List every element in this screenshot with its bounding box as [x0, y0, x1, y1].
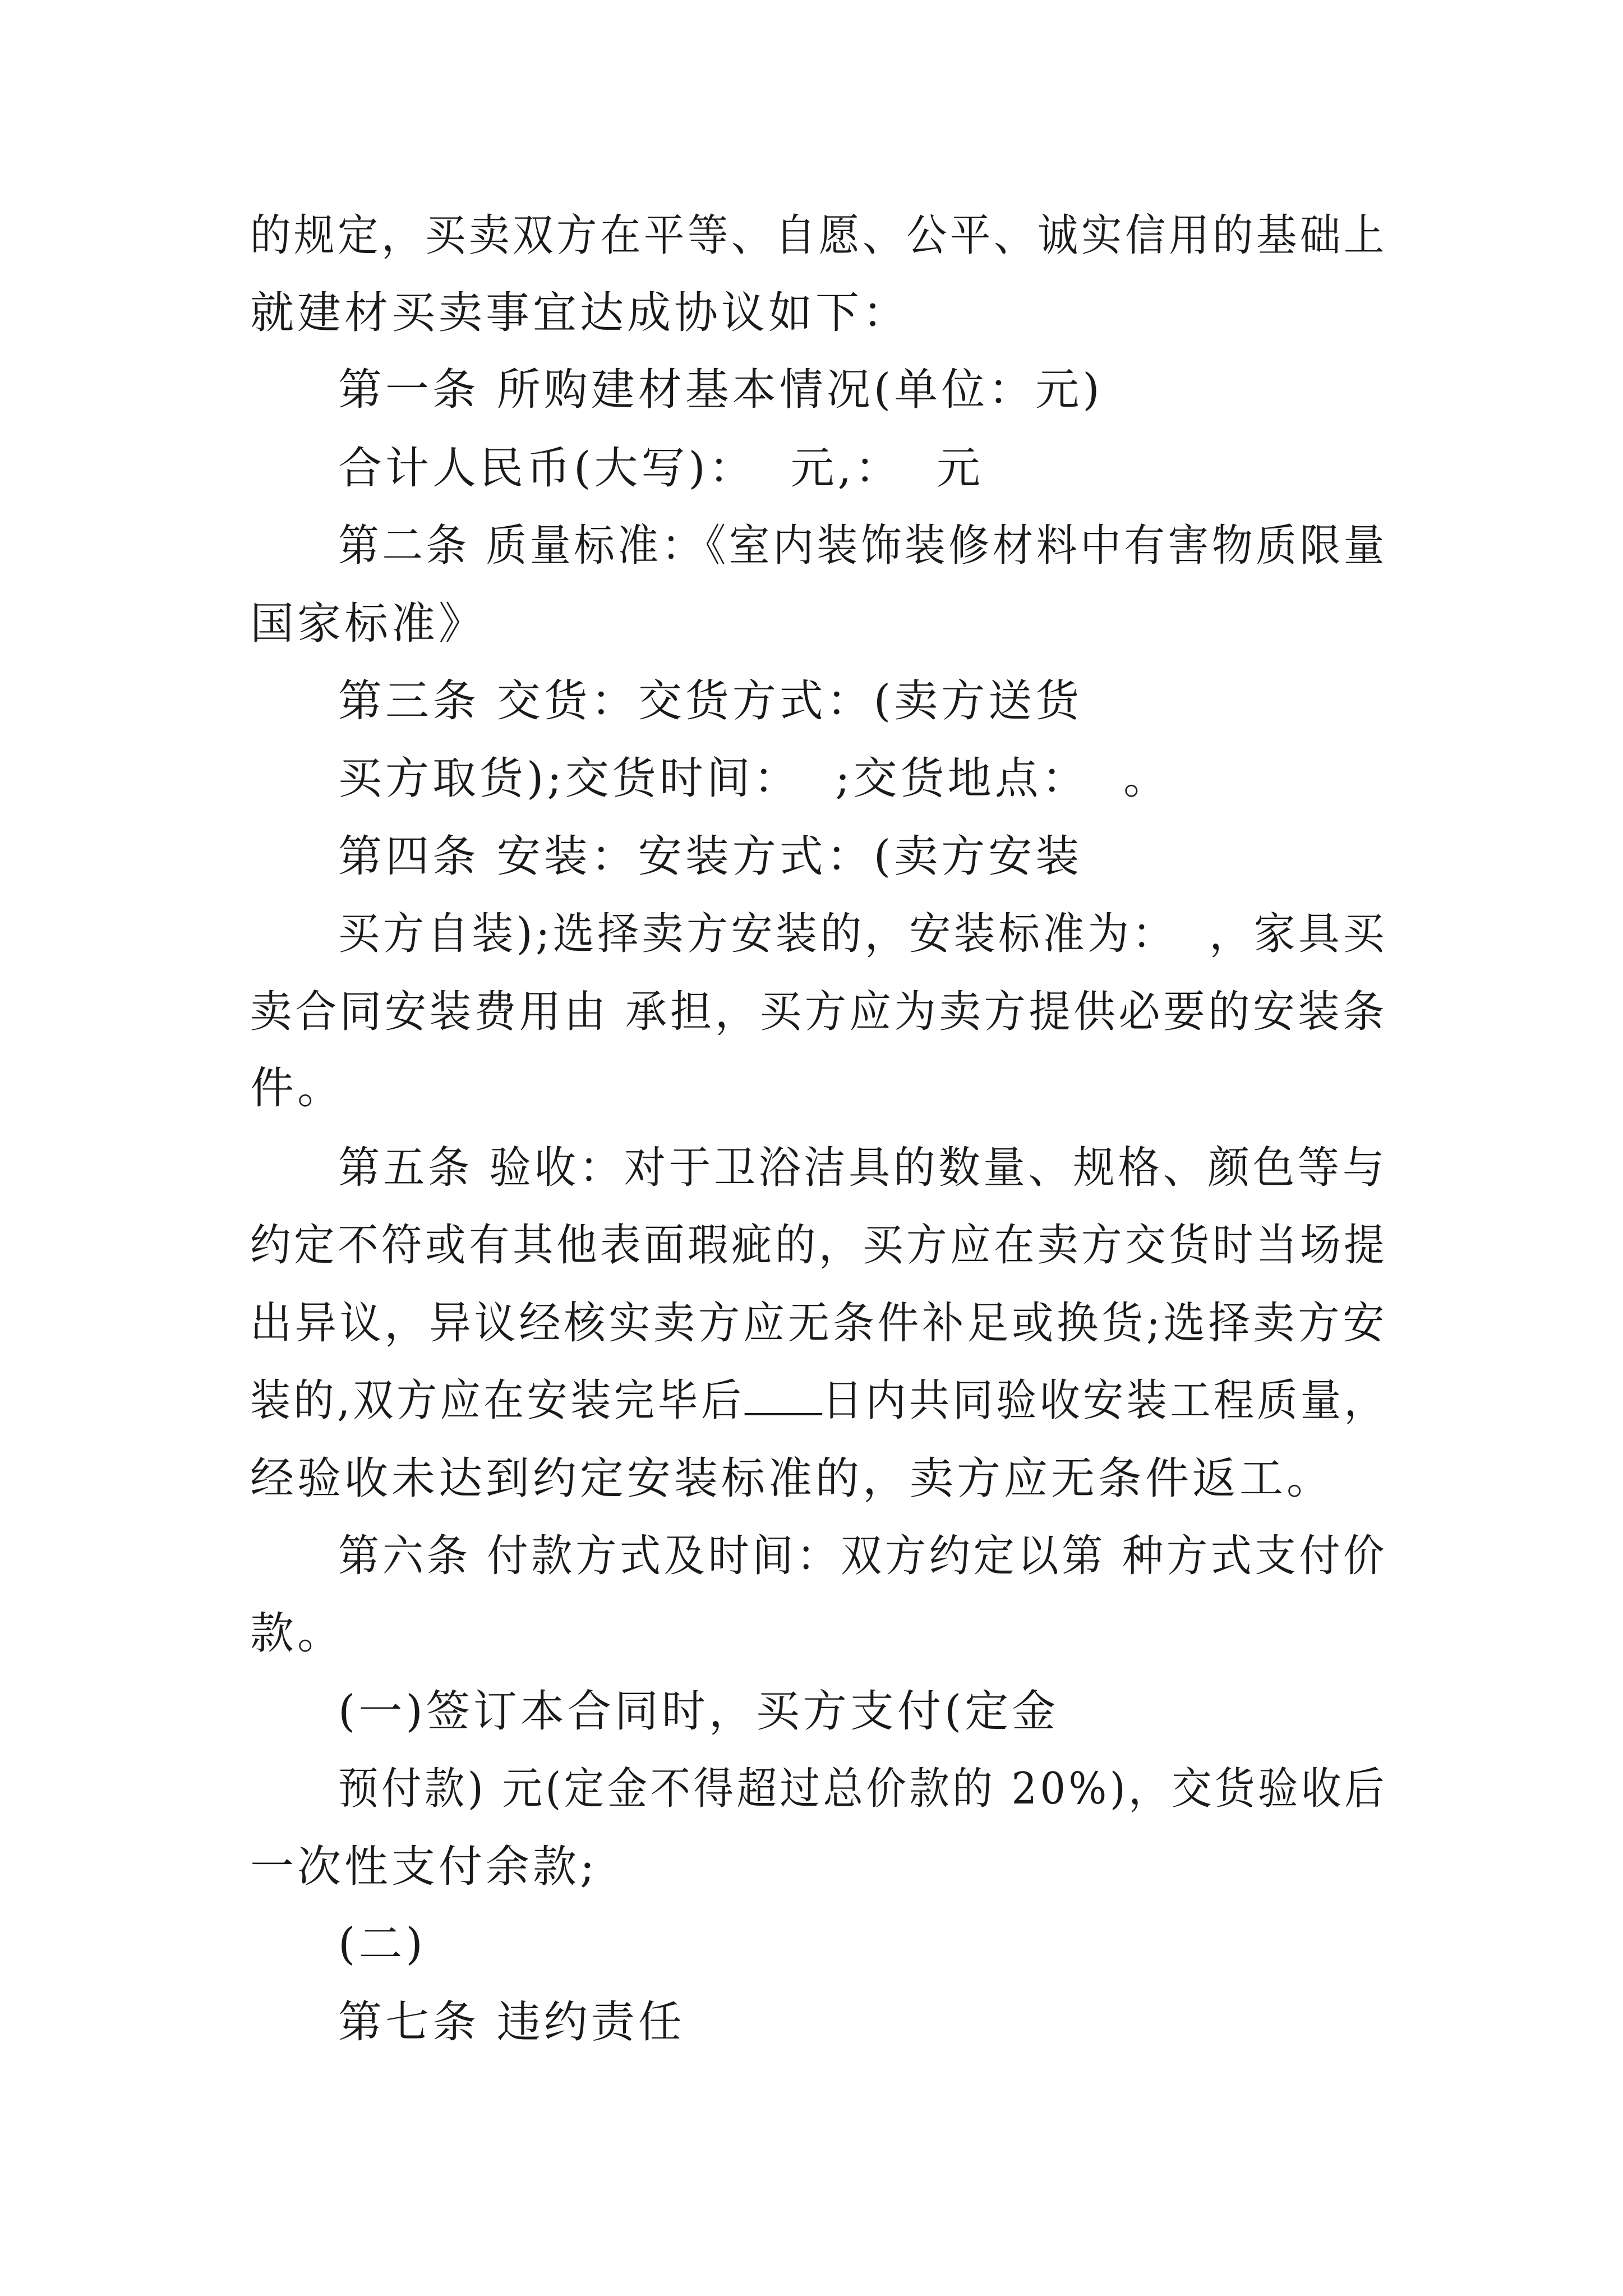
article-5-heading: 第五条 验收：对于卫浴洁具的数量、规格、颜色等与: [338, 1143, 1387, 1193]
article-3-heading: 第三条 交货：交货方式：(卖方送货: [338, 676, 1083, 726]
text-line: (二): [338, 1919, 426, 1970]
text-segment: 装的,双方应在安装完毕后: [250, 1375, 745, 1426]
text-line: 卖合同安装费用由 承担，买方应为卖方提供必要的安装条: [250, 987, 1388, 1037]
text-line: 预付款) 元(定金不得超过总价款的 20%)，交货验收后: [338, 1764, 1387, 1814]
text-line: 一次性支付余款;: [250, 1842, 598, 1892]
text-line: 经验收未达到约定安装标准的，卖方应无条件返工。: [250, 1453, 1334, 1504]
text-line: 件。: [250, 1063, 345, 1114]
text-line: 就建材买卖事宜达成协议如下：: [250, 288, 910, 338]
text-line: 买方取货);交货时间： ;交货地点： 。: [338, 753, 1171, 804]
text-line: 买方自装);选择卖方安装的，安装标准为： ，家具买: [338, 909, 1388, 959]
text-segment: 日内共同验收安装工程质量，: [822, 1375, 1388, 1426]
article-4-heading: 第四条 安装：安装方式：(卖方安装: [338, 831, 1083, 882]
text-line: (一)签订本合同时，买方支付(定金: [338, 1686, 1059, 1737]
text-line: 约定不符或有其他表面瑕疵的，买方应在卖方交货时当场提: [250, 1220, 1388, 1271]
fill-in-blank: [744, 1374, 822, 1415]
text-line: 国家标准》: [250, 599, 486, 649]
article-6-heading: 第六条 付款方式及时间：双方约定以第 种方式支付价: [338, 1531, 1387, 1581]
text-line: 款。: [250, 1608, 345, 1659]
text-line: 出异议，异议经核实卖方应无条件补足或换货;选择卖方安: [250, 1298, 1388, 1349]
article-1-heading: 第一条 所购建材基本情况(单位：元): [338, 365, 1103, 415]
article-2-heading: 第二条 质量标准：《室内装饰装修材料中有害物质限量: [338, 521, 1388, 571]
text-line: 合计人民币(大写)： 元,： 元: [338, 443, 984, 494]
article-7-heading: 第七条 违约责任: [338, 1997, 685, 2047]
text-line: [250, 1373, 1387, 1429]
text-line: 的规定，买卖双方在平等、自愿、公平、诚实信用的基础上: [250, 210, 1388, 261]
